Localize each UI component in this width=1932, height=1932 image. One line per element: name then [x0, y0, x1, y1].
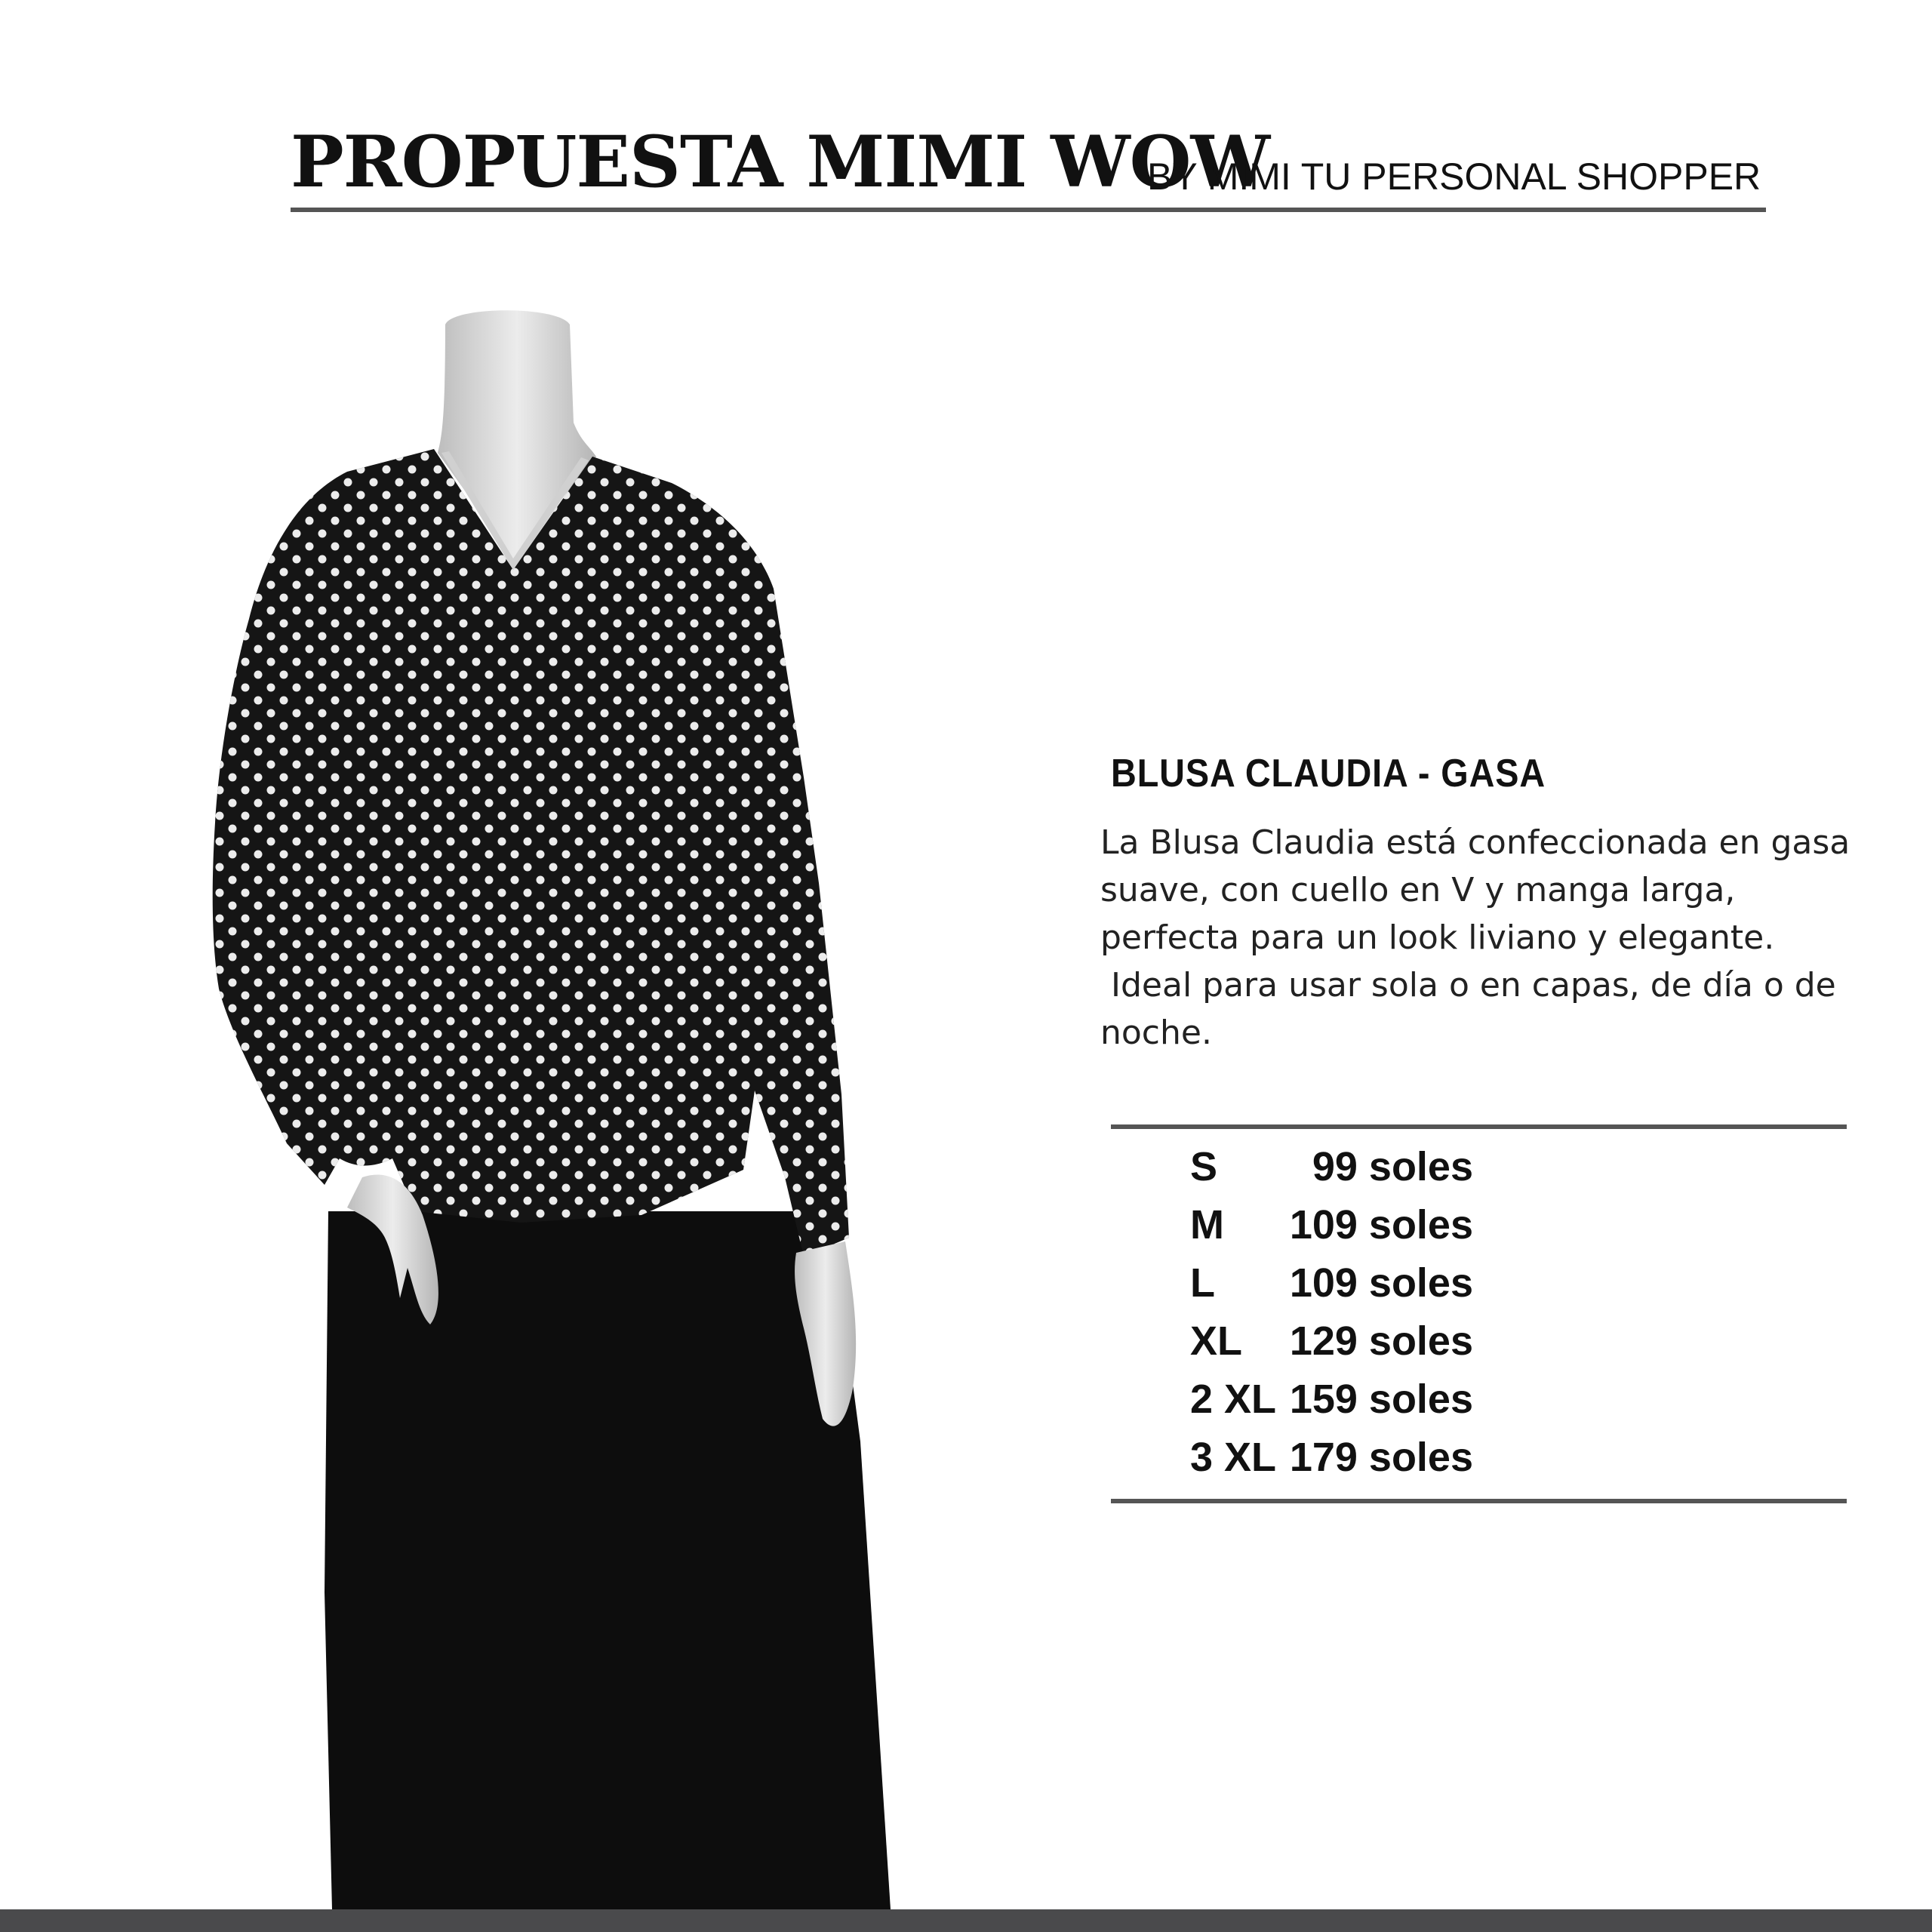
size-label: 2 XL — [1190, 1377, 1277, 1422]
price-row — [1111, 1429, 1847, 1487]
price-value: 109 soles — [1289, 1260, 1473, 1306]
price-value: 99 soles — [1312, 1144, 1473, 1189]
size-label: L — [1190, 1260, 1215, 1306]
price-value: 109 soles — [1289, 1202, 1473, 1247]
page-subtitle: BY MIMI TU PERSONAL SHOPPER — [1147, 155, 1761, 198]
size-label: S — [1190, 1144, 1218, 1189]
price-value: 129 soles — [1289, 1318, 1473, 1364]
bottom-bar — [0, 1909, 1932, 1932]
price-value: 159 soles — [1289, 1377, 1473, 1422]
size-label: M — [1190, 1202, 1224, 1247]
size-label: XL — [1190, 1318, 1243, 1364]
description-paragraph: La Blusa Claudia está confeccionada en gasa suave, con cuello en V y manga larga, perfecta para un look liviano y elegante. — [1100, 823, 1850, 957]
size-label: 3 XL — [1190, 1435, 1277, 1480]
product-name: BLUSA CLAUDIA - GASA — [1111, 752, 1546, 795]
page-title: PROPUESTA MIMI WOW — [291, 121, 1270, 204]
price-row — [1111, 1138, 1847, 1196]
product-photo — [98, 309, 958, 1909]
price-table — [1111, 1124, 1847, 1503]
page-header — [291, 121, 1766, 212]
price-row — [1111, 1371, 1847, 1429]
price-value: 179 soles — [1289, 1435, 1473, 1480]
price-row — [1111, 1196, 1847, 1254]
product-description — [1100, 819, 1855, 1057]
price-row — [1111, 1312, 1847, 1371]
price-row — [1111, 1254, 1847, 1312]
description-paragraph: Ideal para usar sola o en capas, de día o de noche. — [1100, 966, 1847, 1052]
